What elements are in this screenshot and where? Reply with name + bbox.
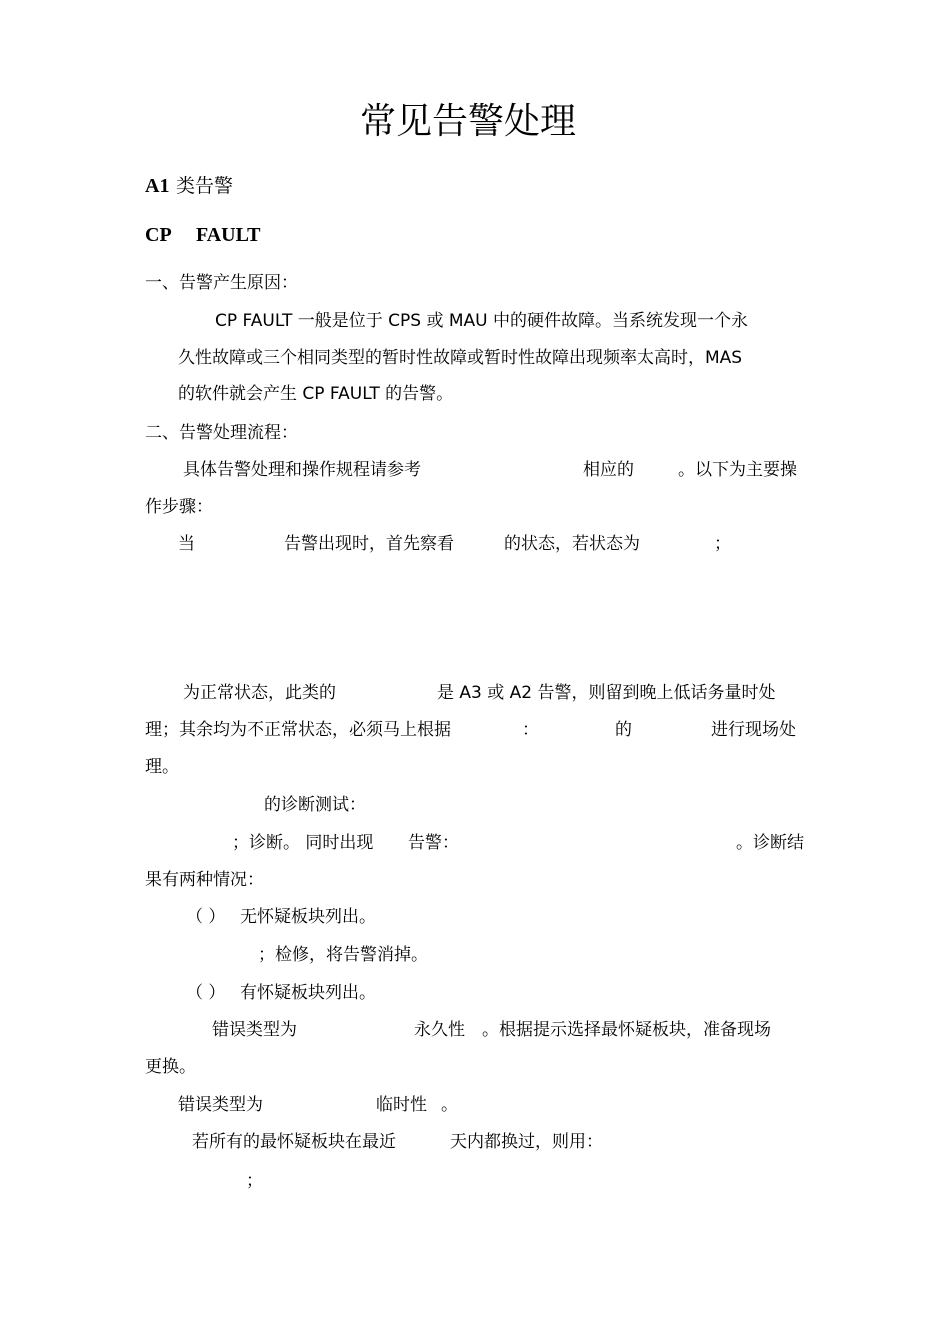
case-1-text: 无怀疑板块列出。 (240, 907, 376, 927)
para-6-a: ；诊断。 同时出现 (232, 833, 374, 853)
page-title: 常见告警处理 (360, 101, 577, 142)
para-6-b: 告警： (408, 833, 459, 853)
para-1-line-1: CP FAULT 一般是位于 CPS 或 MAU 中的硬件故障。当系统发现一个永 (215, 311, 749, 331)
error-type-1-line-2: 更换。 (145, 1057, 196, 1077)
para-2-c: 。以下为主要操 (678, 460, 797, 480)
para-6-c: 。诊断结 (736, 833, 804, 853)
section-2-title: 二、告警处理流程： (145, 423, 298, 443)
section-1-title: 一、告警产生原因： (145, 273, 298, 293)
error-type-2-a: 错误类型为 (178, 1095, 263, 1115)
para-4-b: 是 A3 或 A2 告警，则留到晚上低话务量时处 (437, 683, 776, 703)
para-1-line-2: 久性故障或三个相同类型的暂时性故障或暂时性故障出现频率太高时，MAS (178, 348, 743, 368)
error-type-2-c: 。 (441, 1095, 458, 1115)
case-2-paren: （ ） (186, 983, 226, 1003)
para-3-a: 当 (178, 534, 195, 554)
para-2-a: 具体告警处理和操作规程请参考 (183, 460, 421, 480)
case-2-text: 有怀疑板块列出。 (240, 983, 376, 1003)
para-1-line-3: 的软件就会产生 CP FAULT 的告警。 (178, 384, 454, 404)
case-1-paren: （ ） (186, 907, 226, 927)
case-1-action: ；检修，将告警消掉。 (258, 945, 428, 965)
para-2-b: 相应的 (583, 460, 634, 480)
para-5: 的诊断测试： (264, 795, 366, 815)
para-4-line-2-b: ： (522, 720, 539, 740)
para-4-line-2-d: 进行现场处 (711, 720, 796, 740)
heading-a1-text: 类告警 (176, 175, 234, 197)
para-4-a: 为正常状态，此类的 (183, 683, 336, 703)
error-type-1-c: 。根据提示选择最怀疑板块，准备现场 (482, 1020, 771, 1040)
para-3-c: 的状态，若状态为 (504, 534, 640, 554)
para-8: ； (246, 1171, 263, 1191)
para-4-line-3: 理。 (145, 757, 179, 777)
error-type-1-b: 永久性 (414, 1020, 465, 1040)
heading-a1-bold: A1 (145, 175, 170, 197)
para-6-line-2: 果有两种情况： (145, 870, 264, 890)
para-4-line-2-a: 理；其余均为不正常状态，必须马上根据 (145, 720, 451, 740)
para-2-line-2: 作步骤： (145, 497, 213, 517)
error-type-2-b: 临时性 (376, 1095, 427, 1115)
para-3-b: 告警出现时，首先察看 (284, 534, 454, 554)
para-7-a: 若所有的最怀疑板块在最近 (192, 1132, 396, 1152)
para-4-line-2-c: 的 (615, 720, 632, 740)
para-7-b: 天内都换过，则用： (450, 1132, 603, 1152)
para-3-d: ； (714, 534, 731, 554)
heading-cp: CP (145, 224, 172, 246)
error-type-1-a: 错误类型为 (212, 1020, 297, 1040)
heading-fault: FAULT (196, 224, 261, 246)
